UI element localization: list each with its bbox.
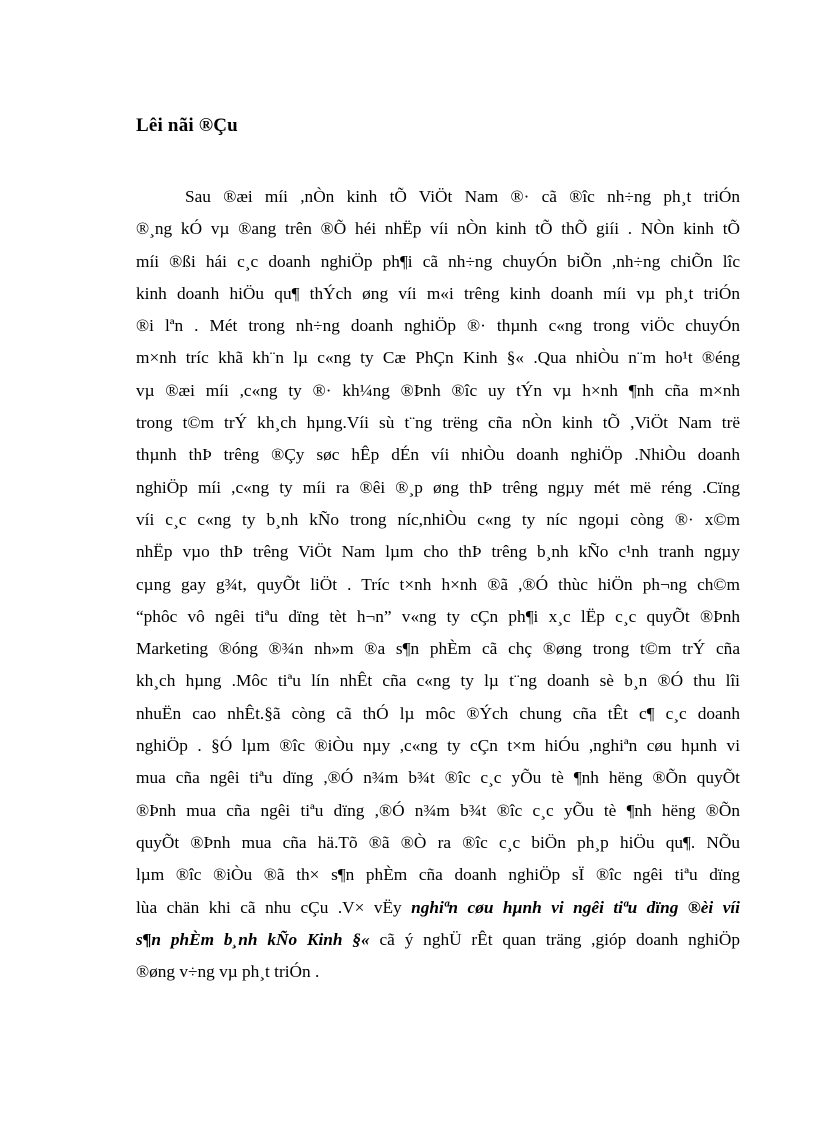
text-line: ®i lªn . Mét trong nh÷ng doanh nghiÖp ®· thµnh c«ng trong viÖc chuyÓn (136, 316, 740, 336)
text-line: cµng gay g¾t, quyÕt liÖt . Tríc t×nh h×nh ®ã ,®Ó thùc hiÖn ph¬ng ch©m (136, 574, 740, 594)
text-line: ®Þnh mua cña ngêi tiªu dïng ,®Ó n¾m b¾t ®îc c¸c yÕu tè ¶nh hëng ®Õn (136, 800, 740, 820)
text-line-mixed (136, 892, 740, 924)
text-line: m×nh tríc khã kh¨n lµ c«ng ty Cæ PhÇn Kinh §« .Qua nhiÒu n¨m ho¹t ®éng (136, 348, 740, 368)
text-line: vµ ®æi míi ,c«ng ty ®· kh¼ng ®Þnh ®îc uy tÝn vµ h×nh ¶nh cña m×nh (136, 380, 740, 400)
text-line: Marketing ®óng ®¾n nh»m ®a s¶n phÈm cã chç ®øng trong t©m trÝ cña (136, 639, 740, 659)
text-line: víi c¸c c«ng ty b¸nh kÑo trong níc,nhiÒu c«ng ty níc ngoµi còng ®· x©m (136, 509, 740, 529)
text-run: lùa chän khi cã nhu cÇu .V× vËy (136, 897, 402, 917)
text-line: nghiÖp . §Ó lµm ®îc ®iÒu nµy ,c«ng ty cÇn t×m hiÓu ,nghiªn cøu hµnh vi (136, 736, 740, 756)
text-line: lµm ®îc ®iÒu ®ã th× s¶n phÈm cña doanh nghiÖp sÏ ®îc ngêi tiªu dïng (136, 865, 740, 885)
text-run: cã ý nghÜ rÊt quan träng ,gióp doanh nghiÖp (369, 929, 740, 949)
text-line: “phôc vô ngêi tiªu dïng tèt h¬n” v«ng ty cÇn ph¶i x¸c lËp c¸c quyÕt ®Þnh (136, 606, 740, 626)
text-line-mixed (136, 924, 740, 956)
text-line: nhuËn cao nhÊt.§ã còng cã thÓ lµ môc ®Ých chung cña tÊt c¶ c¸c doanh (136, 703, 740, 723)
body-paragraph (136, 181, 740, 988)
text-line: mua cña ngêi tiªu dïng ,®Ó n¾m b¾t ®îc c¸c yÕu tè ¶nh hëng ®Õn quyÕt (136, 768, 740, 788)
text-line: kh¸ch hµng .Môc tiªu lín nhÊt cña c«ng ty lµ t¨ng doanh sè b¸n ®Ó thu lîi (136, 671, 740, 691)
page-title: Lêi nãi ®Çu (136, 115, 238, 136)
text-line: thµnh thÞ trêng ®Çy søc hÊp dÉn víi nhiÒu doanh nghiÖp .NhiÒu doanh (136, 445, 740, 465)
text-line: nghiÖp míi ,c«ng ty míi ra ®êi ®¸p øng thÞ trêng ngµy mét më réng .Cïng (136, 477, 740, 497)
text-line-last: ®øng v÷ng vµ ph¸t triÓn . (136, 962, 320, 982)
text-line: míi ®ßi hái c¸c doanh nghiÖp ph¶i cã nh÷ng chuyÓn biÕn ,nh÷ng chiÕn lîc (136, 251, 740, 271)
text-line: Sau ®æi míi ,nÒn kinh tÕ ViÖt Nam ®· cã ®îc nh÷ng ph¸t triÓn (185, 187, 740, 206)
emphasized-title: nghiªn cøu hµnh vi ngêi tiªu dïng ®èi víi (411, 897, 740, 917)
emphasized-title-cont: s¶n phÈm b¸nh kÑo Kinh §« (136, 929, 370, 949)
text-line: nhËp vµo thÞ trêng ViÖt Nam lµm cho thÞ trêng b¸nh kÑo c¹nh tranh ngµy (136, 542, 740, 562)
text-line: trong t©m trÝ kh¸ch hµng.Víi sù t¨ng trëng cña nÒn kinh tÕ ,ViÖt Nam trë (136, 413, 740, 433)
text-line: quyÕt ®Þnh mua cña hä.Tõ ®ã ®Ò ra ®îc c¸c biÖn ph¸p hiÖu qu¶. NÕu (136, 832, 740, 852)
text-line: ®¸ng kÓ vµ ®ang trên ®Õ héi nhËp víi nÒn kinh tÕ thÕ giíi . NÒn kinh tÕ (136, 219, 740, 239)
text-line: kinh doanh hiÖu qu¶ thÝch øng víi m«i trêng kinh doanh míi vµ ph¸t triÓn (136, 283, 740, 303)
